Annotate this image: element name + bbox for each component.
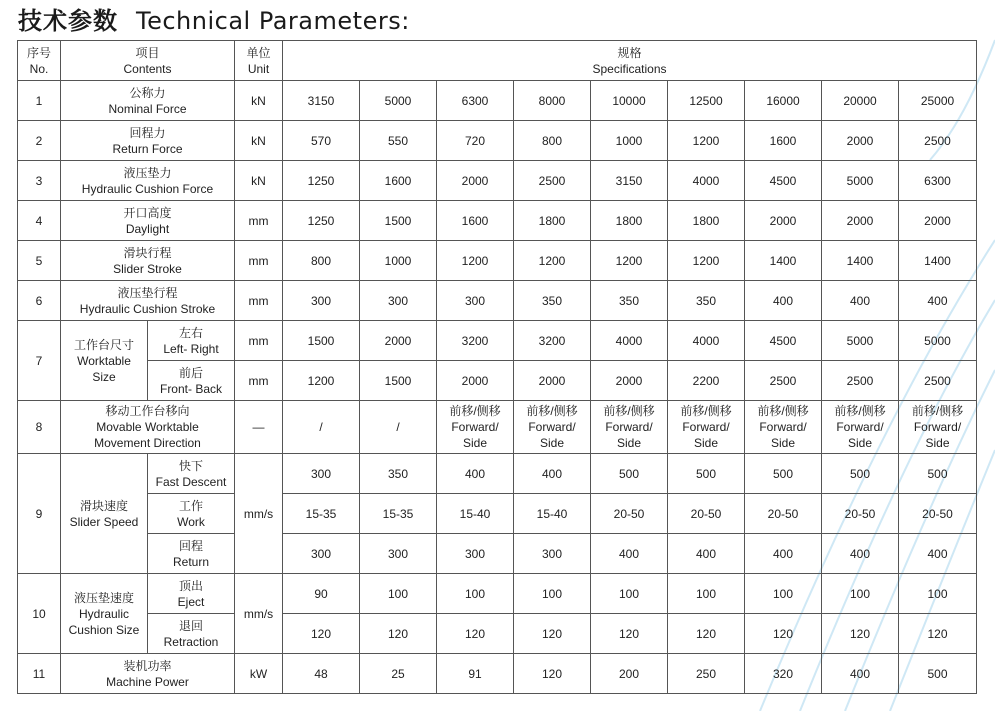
value-cell: 300: [437, 281, 514, 321]
value-cell: [668, 401, 745, 454]
label-en: Eject: [177, 594, 205, 609]
label-en: Return Force: [112, 141, 183, 156]
value-cell: 1250: [283, 201, 360, 241]
value-cell: 100: [668, 574, 745, 614]
dir-en: Forward/: [528, 420, 576, 434]
row-label: [61, 654, 235, 694]
value-cell: 120: [668, 614, 745, 654]
value-cell: 1500: [283, 321, 360, 361]
value-cell: 550: [360, 121, 437, 161]
row-unit: mm: [235, 361, 283, 401]
label-en: Front- Back: [159, 381, 222, 396]
row-label: [61, 161, 235, 201]
value-cell: 5000: [822, 321, 899, 361]
value-cell: 2500: [899, 121, 977, 161]
value-cell: 16000: [745, 81, 822, 121]
value-cell: 120: [745, 614, 822, 654]
label-cn: 公称力: [129, 85, 166, 100]
value-cell: 48: [283, 654, 360, 694]
row-unit: —: [235, 401, 283, 454]
value-cell: 350: [514, 281, 591, 321]
value-cell: 2000: [437, 161, 514, 201]
value-cell: 20-50: [591, 494, 668, 534]
value-cell: 120: [899, 614, 977, 654]
row-unit: kW: [235, 654, 283, 694]
label-en: Slider Speed: [69, 514, 139, 529]
label-cn: 滑块行程: [123, 245, 172, 260]
value-cell: [591, 401, 668, 454]
table-row: [18, 121, 977, 161]
value-cell: 400: [822, 534, 899, 574]
label-en: Movement Direction: [94, 436, 201, 450]
value-cell: 5000: [360, 81, 437, 121]
value-cell: 3150: [591, 161, 668, 201]
value-cell: 5000: [899, 321, 977, 361]
value-cell: 15-40: [514, 494, 591, 534]
row-label: [61, 401, 235, 454]
row-label: [61, 574, 148, 654]
value-cell: 120: [514, 614, 591, 654]
row-no: 8: [18, 401, 61, 454]
label-cn: 前后: [178, 365, 203, 380]
value-cell: 500: [899, 654, 977, 694]
value-cell: 2500: [899, 361, 977, 401]
label-cn: 液压垫行程: [117, 285, 178, 300]
value-cell: 500: [822, 454, 899, 494]
value-cell: 1200: [668, 121, 745, 161]
label-en: Size: [92, 369, 116, 384]
label-cn: 液压垫力: [123, 165, 172, 180]
value-cell: 1800: [668, 201, 745, 241]
value-cell: 15-40: [437, 494, 514, 534]
sub-label: [148, 454, 235, 494]
value-cell: 4500: [745, 321, 822, 361]
row-unit: mm: [235, 201, 283, 241]
row-unit: mm/s: [235, 454, 283, 574]
value-cell: 20000: [822, 81, 899, 121]
label-en: Worktable: [77, 353, 131, 368]
value-cell: 25: [360, 654, 437, 694]
label-cn: 退回: [178, 618, 203, 633]
value-cell: 2200: [668, 361, 745, 401]
row-no: 6: [18, 281, 61, 321]
dir-en: Forward/: [451, 420, 499, 434]
value-cell: 3200: [514, 321, 591, 361]
value-cell: 2500: [822, 361, 899, 401]
header-no-en: No.: [29, 61, 49, 76]
row-no: 11: [18, 654, 61, 694]
value-cell: 100: [514, 574, 591, 614]
sub-label: [148, 361, 235, 401]
sub-label: [148, 494, 235, 534]
value-cell: 91: [437, 654, 514, 694]
value-cell: 350: [360, 454, 437, 494]
table-row: [18, 361, 977, 401]
header-spec: [283, 41, 977, 81]
label-en: Daylight: [125, 221, 170, 236]
value-cell: 2000: [899, 201, 977, 241]
value-cell: 1500: [360, 361, 437, 401]
value-cell: 1400: [745, 241, 822, 281]
value-cell: 100: [745, 574, 822, 614]
label-cn: 移动工作台移向: [105, 404, 190, 418]
value-cell: 1600: [360, 161, 437, 201]
value-cell: 120: [283, 614, 360, 654]
value-cell: 300: [283, 534, 360, 574]
row-unit: mm: [235, 241, 283, 281]
value-cell: 400: [822, 654, 899, 694]
row-unit: mm/s: [235, 574, 283, 654]
label-en: Hydraulic Cushion Stroke: [79, 301, 216, 316]
value-cell: 800: [283, 241, 360, 281]
label-en: Nominal Force: [108, 101, 187, 116]
row-no: 7: [18, 321, 61, 401]
table-row: [18, 241, 977, 281]
value-cell: [745, 401, 822, 454]
value-cell: 300: [283, 281, 360, 321]
label-cn: 装机功率: [123, 658, 172, 673]
value-cell: 6300: [437, 81, 514, 121]
value-cell: [822, 401, 899, 454]
dir-cn: 前移/侧移: [757, 404, 809, 418]
row-unit: kN: [235, 81, 283, 121]
value-cell: 4500: [745, 161, 822, 201]
dir-en: Forward/: [682, 420, 730, 434]
value-cell: /: [360, 401, 437, 454]
row-no: 9: [18, 454, 61, 574]
row-unit: mm: [235, 281, 283, 321]
title-cn: 技术参数: [18, 7, 118, 35]
table-row: [18, 494, 977, 534]
row-no: 3: [18, 161, 61, 201]
value-cell: 300: [514, 534, 591, 574]
value-cell: /: [283, 401, 360, 454]
dir-en: Side: [616, 436, 642, 450]
value-cell: 12500: [668, 81, 745, 121]
row-no: 4: [18, 201, 61, 241]
dir-cn: 前移/侧移: [526, 404, 578, 418]
table-row: [18, 81, 977, 121]
dir-en: Forward/: [605, 420, 653, 434]
value-cell: 570: [283, 121, 360, 161]
label-en: Machine Power: [106, 674, 189, 689]
value-cell: 1200: [437, 241, 514, 281]
value-cell: 120: [591, 614, 668, 654]
value-cell: 2000: [360, 321, 437, 361]
value-cell: 2000: [437, 361, 514, 401]
table-row: [18, 201, 977, 241]
value-cell: [437, 401, 514, 454]
row-unit: kN: [235, 161, 283, 201]
value-cell: 2500: [514, 161, 591, 201]
dir-cn: 前移/侧移: [449, 404, 501, 418]
value-cell: 1800: [514, 201, 591, 241]
row-no: 2: [18, 121, 61, 161]
value-cell: 500: [899, 454, 977, 494]
value-cell: 300: [360, 281, 437, 321]
value-cell: [514, 401, 591, 454]
sub-label: [148, 614, 235, 654]
value-cell: 2000: [822, 201, 899, 241]
label-en: Slider Stroke: [113, 261, 182, 276]
value-cell: 1400: [822, 241, 899, 281]
header-row: [18, 41, 977, 81]
header-contents-cn: 项目: [135, 45, 160, 60]
row-unit: mm: [235, 321, 283, 361]
label-en: Left- Right: [163, 341, 219, 356]
value-cell: 400: [822, 281, 899, 321]
value-cell: 720: [437, 121, 514, 161]
table-row: [18, 281, 977, 321]
label-en: Fast Descent: [155, 474, 227, 489]
value-cell: 1600: [745, 121, 822, 161]
label-cn: 回程力: [129, 125, 166, 140]
value-cell: 100: [437, 574, 514, 614]
label-cn: 顶出: [178, 578, 203, 593]
row-label: [61, 201, 235, 241]
row-label: [61, 321, 148, 401]
dir-cn: 前移/侧移: [834, 404, 886, 418]
dir-en: Side: [770, 436, 796, 450]
value-cell: 8000: [514, 81, 591, 121]
row-label: [61, 454, 148, 574]
dir-en: Forward/: [759, 420, 807, 434]
value-cell: 400: [591, 534, 668, 574]
sub-label: [148, 321, 235, 361]
value-cell: 15-35: [283, 494, 360, 534]
label-cn: 回程: [178, 538, 203, 553]
value-cell: 400: [745, 534, 822, 574]
value-cell: 1200: [591, 241, 668, 281]
value-cell: 100: [591, 574, 668, 614]
value-cell: 2000: [591, 361, 668, 401]
table-row: [18, 654, 977, 694]
row-unit: kN: [235, 121, 283, 161]
value-cell: 500: [668, 454, 745, 494]
label-en: Hydraulic: [78, 606, 129, 621]
value-cell: 10000: [591, 81, 668, 121]
title-en: Technical Parameters:: [136, 7, 410, 35]
value-cell: 320: [745, 654, 822, 694]
sub-label: [148, 534, 235, 574]
page-title: [18, 4, 410, 38]
value-cell: 350: [668, 281, 745, 321]
label-en: Return: [172, 554, 210, 569]
dir-en: Side: [925, 436, 950, 450]
table-row: [18, 401, 977, 454]
value-cell: 20-50: [899, 494, 977, 534]
value-cell: 500: [745, 454, 822, 494]
row-label: [61, 121, 235, 161]
row-label: [61, 241, 235, 281]
table-row: [18, 534, 977, 574]
value-cell: 15-35: [360, 494, 437, 534]
value-cell: 1250: [283, 161, 360, 201]
label-en: Hydraulic Cushion Force: [81, 181, 214, 196]
label-cn: 左右: [178, 325, 203, 340]
header-unit: [235, 41, 283, 81]
value-cell: 20-50: [822, 494, 899, 534]
value-cell: 100: [899, 574, 977, 614]
value-cell: 400: [745, 281, 822, 321]
header-contents-en: Contents: [123, 61, 172, 76]
value-cell: 2000: [514, 361, 591, 401]
value-cell: 120: [360, 614, 437, 654]
label-cn: 液压垫速度: [73, 590, 134, 605]
value-cell: 400: [899, 281, 977, 321]
value-cell: 250: [668, 654, 745, 694]
table-row: [18, 614, 977, 654]
value-cell: 120: [514, 654, 591, 694]
label-en: Cushion Size: [68, 622, 140, 637]
dir-en: Side: [847, 436, 873, 450]
value-cell: 100: [822, 574, 899, 614]
header-no: [18, 41, 61, 81]
value-cell: 120: [437, 614, 514, 654]
label-en: Movable Worktable: [96, 420, 199, 434]
value-cell: 1600: [437, 201, 514, 241]
value-cell: 25000: [899, 81, 977, 121]
dir-cn: 前移/侧移: [603, 404, 655, 418]
label-cn: 工作台尺寸: [73, 337, 134, 352]
value-cell: 1200: [283, 361, 360, 401]
header-spec-cn: 规格: [617, 45, 642, 60]
value-cell: 200: [591, 654, 668, 694]
row-no: 5: [18, 241, 61, 281]
value-cell: 20-50: [745, 494, 822, 534]
value-cell: 90: [283, 574, 360, 614]
value-cell: 1200: [668, 241, 745, 281]
label-cn: 快下: [178, 458, 203, 473]
value-cell: 2000: [822, 121, 899, 161]
table-row: [18, 454, 977, 494]
value-cell: 300: [360, 534, 437, 574]
dir-cn: 前移/侧移: [911, 404, 964, 418]
table-row: [18, 321, 977, 361]
value-cell: 1500: [360, 201, 437, 241]
value-cell: 400: [514, 454, 591, 494]
value-cell: 300: [283, 454, 360, 494]
row-no: 10: [18, 574, 61, 654]
label-en: Work: [177, 514, 205, 529]
dir-en: Forward/: [913, 420, 962, 434]
value-cell: 4000: [668, 321, 745, 361]
value-cell: 5000: [822, 161, 899, 201]
value-cell: 2500: [745, 361, 822, 401]
label-cn: 开口高度: [123, 205, 172, 220]
value-cell: 20-50: [668, 494, 745, 534]
dir-cn: 前移/侧移: [680, 404, 732, 418]
value-cell: 400: [899, 534, 977, 574]
dir-en: Side: [462, 436, 488, 450]
value-cell: 500: [591, 454, 668, 494]
sub-label: [148, 574, 235, 614]
spec-table: [17, 40, 977, 694]
label-cn: 工作: [178, 498, 203, 513]
value-cell: 1800: [591, 201, 668, 241]
row-label: [61, 281, 235, 321]
value-cell: 1400: [899, 241, 977, 281]
value-cell: 1200: [514, 241, 591, 281]
value-cell: 4000: [668, 161, 745, 201]
header-unit-en: Unit: [247, 61, 270, 76]
header-contents: [61, 41, 235, 81]
row-label: [61, 81, 235, 121]
table-row: [18, 161, 977, 201]
header-spec-en: Specifications: [592, 61, 667, 76]
header-no-cn: 序号: [26, 45, 51, 60]
value-cell: 3200: [437, 321, 514, 361]
value-cell: 1000: [360, 241, 437, 281]
value-cell: 4000: [591, 321, 668, 361]
label-en: Retraction: [163, 634, 219, 649]
value-cell: 6300: [899, 161, 977, 201]
value-cell: 400: [437, 454, 514, 494]
value-cell: 800: [514, 121, 591, 161]
value-cell: 300: [437, 534, 514, 574]
label-cn: 滑块速度: [79, 498, 128, 513]
dir-en: Side: [693, 436, 719, 450]
dir-en: Forward/: [836, 420, 884, 434]
value-cell: 2000: [745, 201, 822, 241]
value-cell: 100: [360, 574, 437, 614]
value-cell: 400: [668, 534, 745, 574]
value-cell: 120: [822, 614, 899, 654]
dir-en: Side: [539, 436, 565, 450]
value-cell: [899, 401, 977, 454]
header-unit-cn: 单位: [246, 45, 271, 60]
table-row: [18, 574, 977, 614]
row-no: 1: [18, 81, 61, 121]
value-cell: 3150: [283, 81, 360, 121]
value-cell: 350: [591, 281, 668, 321]
value-cell: 1000: [591, 121, 668, 161]
